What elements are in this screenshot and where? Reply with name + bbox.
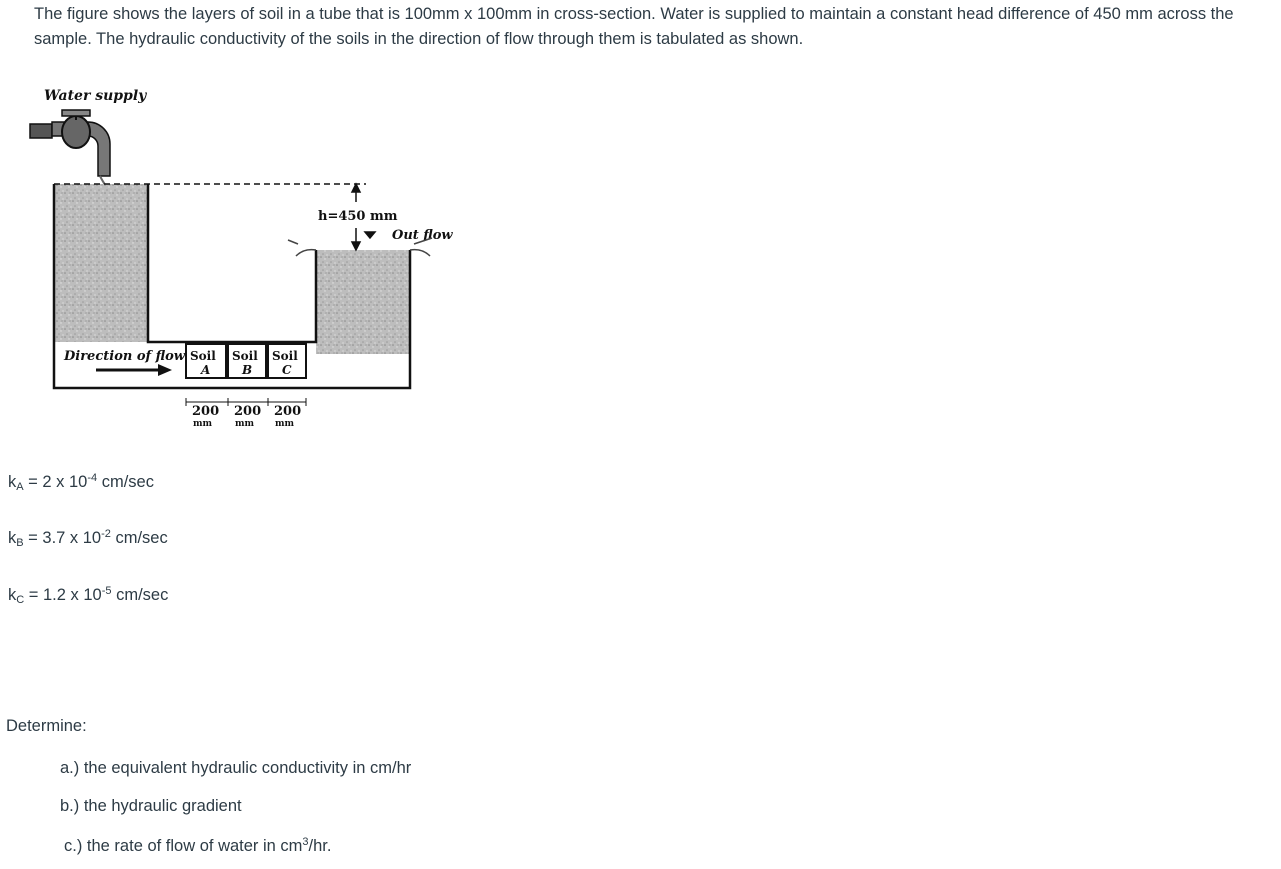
soil-a-label-top: Soil [190,349,216,363]
out-flow-label: Out flow [392,228,453,243]
head-difference-label: h=450 mm [318,209,398,224]
conductivity-b-subscript: B [16,537,24,549]
soil-b-label-top: Soil [232,349,258,363]
determine-heading: Determine: [6,717,87,735]
soil-a-length: 200 [192,404,220,419]
soil-tube-diagram [0,72,480,452]
conductivity-c-value: = 1.2 x 10 [24,586,102,604]
left-column-water [54,184,148,354]
soil-b-length: 200 [234,404,262,419]
soil-a-label: A [201,363,211,377]
water-supply-label: Water supply [44,88,147,104]
right-column-water [316,250,410,354]
conductivity-a-subscript: A [16,481,24,493]
question-c-exponent: 3 [302,836,309,848]
question-c [64,836,331,856]
question-c-text: c.) the rate of flow of water in cm [64,837,303,855]
conductivity-a-value: = 2 x 10 [23,473,88,491]
water-tap-icon [30,110,110,194]
question-c-suffix: /hr. [308,837,332,855]
soil-b-unit: mm [235,419,255,429]
soil-a-unit: mm [193,419,213,429]
conductivity-c-symbol: k [8,586,17,604]
soil-c-label-top: Soil [272,349,298,363]
question-a: a.) the equivalent hydraulic conductivity in cm/hr [60,759,412,777]
conductivity-c [8,585,168,606]
conductivity-a-unit: cm/sec [97,473,154,491]
soil-b-label: B [242,363,253,377]
conductivity-b-unit: cm/sec [110,529,168,547]
conductivity-b-symbol: k [8,529,17,547]
conductivity-c-exponent: -5 [101,585,112,597]
question-b: b.) the hydraulic gradient [60,797,242,815]
conductivity-c-subscript: C [16,594,25,606]
conductivity-c-unit: cm/sec [111,586,169,604]
soil-c-label: C [282,363,292,377]
problem-statement: The figure shows the layers of soil in a tube that is 100mm x 100mm in cross-section. Water is supplied to maintain a constant head difference of 450 mm across the sample. The hydraulic conductivity of the soils in the direction of flow through them is tabulated as shown. [34,5,1234,48]
conductivity-b-value: = 3.7 x 10 [23,529,102,547]
soil-c-length: 200 [274,404,302,419]
conductivity-a-exponent: -4 [87,472,98,484]
conductivity-a-symbol: k [8,473,17,491]
direction-of-flow-label: Direction of flow [64,349,185,364]
conductivity-b-exponent: -2 [101,528,111,540]
conductivity-a [8,472,154,493]
conductivity-b [8,528,168,549]
soil-c-unit: mm [275,419,295,429]
